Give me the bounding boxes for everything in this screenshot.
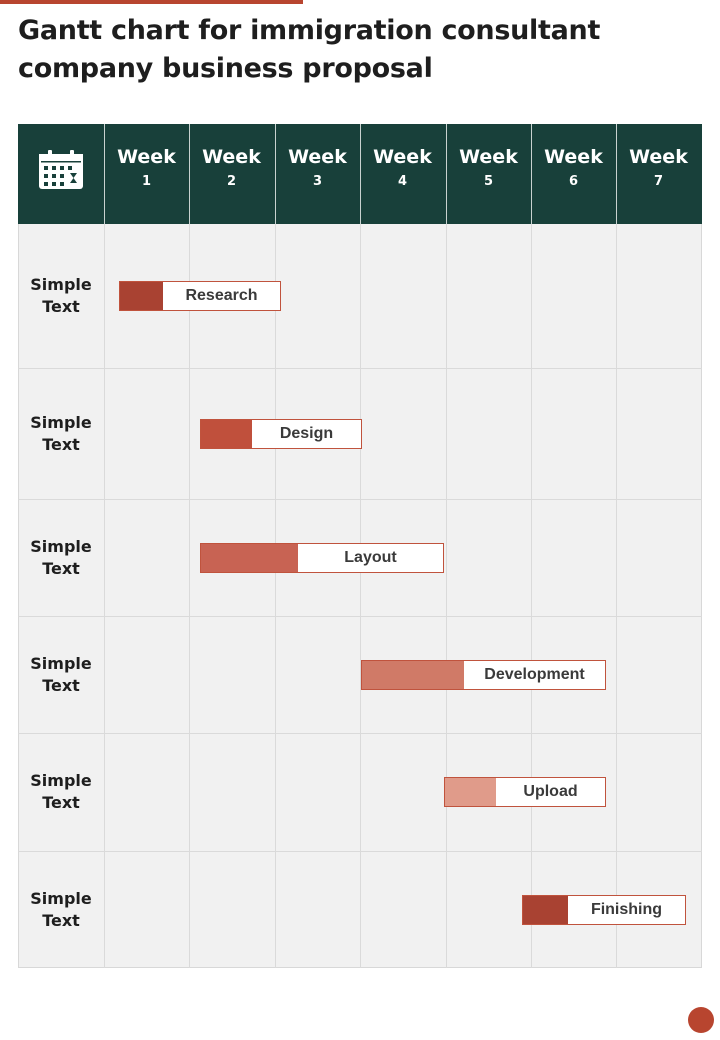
grid-line-horizontal <box>18 368 702 369</box>
task-bar[interactable] <box>200 419 362 449</box>
row-label: Simple Text <box>30 889 92 930</box>
task-bar-label: Development <box>484 666 585 683</box>
task-bar[interactable] <box>522 895 686 925</box>
task-bar[interactable] <box>361 660 606 690</box>
week-header-word: Week <box>373 146 432 168</box>
task-bar-label: Finishing <box>590 901 663 918</box>
week-header <box>189 144 274 192</box>
page-title: Gantt chart for immigration consultant company business proposal <box>18 15 601 84</box>
row-label: Simple Text <box>30 537 92 578</box>
week-header-word: Week <box>288 146 347 168</box>
page-indicator-dot <box>688 1007 714 1033</box>
week-header-word: Week <box>117 146 176 168</box>
task-bar-label: Layout <box>344 549 397 566</box>
grid-line-vertical <box>275 224 276 968</box>
week-header-number: 3 <box>312 174 323 189</box>
week-header-number: 1 <box>141 174 152 189</box>
grid-line-horizontal <box>18 616 702 617</box>
task-bar-fill <box>201 420 252 448</box>
week-header-number: 7 <box>653 174 664 189</box>
task-bar-label: Upload <box>523 783 578 800</box>
task-bar-fill <box>120 282 163 310</box>
grid-line-vertical <box>531 224 532 968</box>
grid-line-horizontal <box>18 733 702 734</box>
task-bar[interactable] <box>444 777 606 807</box>
week-header-number: 6 <box>568 174 579 189</box>
week-header-word: Week <box>202 146 261 168</box>
week-header <box>360 144 445 192</box>
week-header-number: 5 <box>483 174 494 189</box>
task-bar[interactable] <box>119 281 281 311</box>
week-header <box>531 144 616 192</box>
row-label: Simple Text <box>30 275 92 316</box>
grid-line-horizontal <box>18 499 702 500</box>
week-header <box>275 144 360 192</box>
grid-line-vertical <box>104 224 105 968</box>
week-header-word: Week <box>544 146 603 168</box>
grid-line-vertical <box>446 224 447 968</box>
week-header <box>104 144 189 192</box>
week-header <box>616 144 701 192</box>
calendar-icon <box>38 150 84 190</box>
row-label: Simple Text <box>30 654 92 695</box>
task-bar-label: Research <box>185 287 258 304</box>
grid-line-vertical <box>360 224 361 968</box>
week-header-word: Week <box>629 146 688 168</box>
week-header-number: 2 <box>226 174 237 189</box>
task-bar-fill <box>201 544 298 572</box>
week-header-word: Week <box>459 146 518 168</box>
grid-line-horizontal <box>18 851 702 852</box>
row-label: Simple Text <box>30 413 92 454</box>
task-bar-fill <box>445 778 496 806</box>
task-bar-label: Design <box>279 425 334 442</box>
grid-line-vertical <box>616 224 617 968</box>
week-header <box>446 144 531 192</box>
grid-line-vertical <box>189 224 190 968</box>
top-accent-bar <box>0 0 303 4</box>
row-label: Simple Text <box>30 771 92 812</box>
gantt-chart <box>18 124 702 968</box>
task-bar-fill <box>362 661 464 689</box>
task-bar-fill <box>523 896 568 924</box>
task-bar[interactable] <box>200 543 444 573</box>
week-header-number: 4 <box>397 174 408 189</box>
